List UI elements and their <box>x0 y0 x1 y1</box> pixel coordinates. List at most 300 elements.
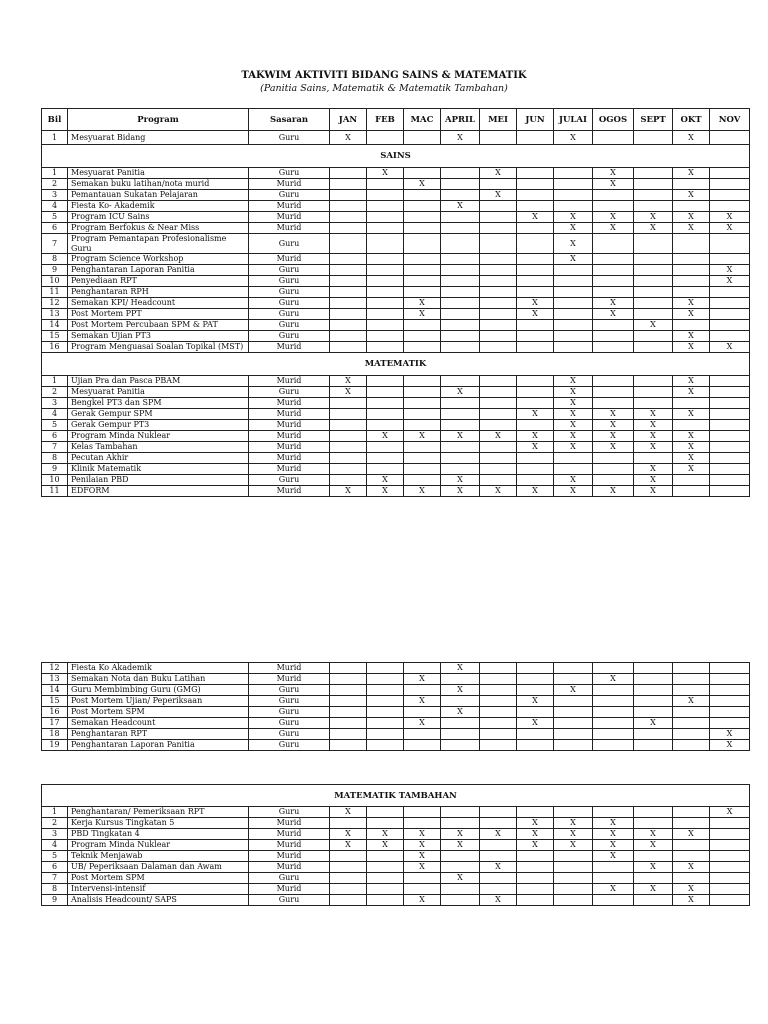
month-cell-julai: X <box>554 442 593 453</box>
month-cell-mei <box>480 376 517 387</box>
row-bil: 13 <box>42 309 68 320</box>
month-cell-jun <box>517 201 554 212</box>
month-cell-april <box>441 409 480 420</box>
section-title: MATEMATIK TAMBAHAN <box>42 785 750 807</box>
section-title: SAINS <box>42 145 750 168</box>
row-program: Penghantaran Laporan Panitia <box>68 740 249 751</box>
month-cell-julai <box>554 201 593 212</box>
month-cell-sept: X <box>634 862 673 873</box>
month-cell-ogos <box>593 331 634 342</box>
month-cell-jun <box>517 287 554 298</box>
month-cell-april <box>441 718 480 729</box>
month-cell-okt: X <box>673 223 710 234</box>
month-cell-nov <box>710 131 750 145</box>
table-row <box>42 409 750 420</box>
month-cell-feb <box>367 718 404 729</box>
row-sasaran: Murid <box>249 453 330 464</box>
month-cell-sept <box>634 807 673 818</box>
month-cell-mac <box>404 331 441 342</box>
row-bil: 5 <box>42 851 68 862</box>
table-row <box>42 431 750 442</box>
month-cell-mac: X <box>404 851 441 862</box>
month-cell-feb: X <box>367 168 404 179</box>
month-cell-sept: X <box>634 431 673 442</box>
month-cell-mei <box>480 729 517 740</box>
table-row <box>42 895 750 906</box>
row-sasaran: Murid <box>249 420 330 431</box>
row-bil: 15 <box>42 331 68 342</box>
row-program: Program Berfokus & Near Miss <box>68 223 249 234</box>
row-program: Gerak Gempur PT3 <box>68 420 249 431</box>
table-row <box>42 453 750 464</box>
month-cell-jun: X <box>517 212 554 223</box>
column-header-jan: JAN <box>330 109 367 131</box>
month-cell-jan <box>330 223 367 234</box>
month-cell-feb <box>367 851 404 862</box>
month-cell-okt <box>673 320 710 331</box>
row-sasaran: Murid <box>249 818 330 829</box>
month-cell-jun <box>517 873 554 884</box>
month-cell-feb: X <box>367 486 404 497</box>
month-cell-sept <box>634 131 673 145</box>
month-cell-jun <box>517 475 554 486</box>
month-cell-nov: X <box>710 342 750 353</box>
month-cell-jun <box>517 807 554 818</box>
month-cell-okt: X <box>673 431 710 442</box>
month-cell-julai: X <box>554 475 593 486</box>
row-bil: 9 <box>42 265 68 276</box>
month-cell-okt <box>673 234 710 254</box>
month-cell-julai <box>554 331 593 342</box>
month-cell-ogos <box>593 342 634 353</box>
month-cell-sept: X <box>634 420 673 431</box>
month-cell-feb <box>367 729 404 740</box>
month-cell-jun: X <box>517 486 554 497</box>
column-header-jun: JUN <box>517 109 554 131</box>
row-sasaran: Guru <box>249 168 330 179</box>
month-cell-julai: X <box>554 431 593 442</box>
row-program: Pecutan Akhir <box>68 453 249 464</box>
month-cell-april: X <box>441 387 480 398</box>
table-row <box>42 331 750 342</box>
row-bil: 11 <box>42 287 68 298</box>
month-cell-jun <box>517 464 554 475</box>
month-cell-nov <box>710 309 750 320</box>
month-cell-jan: X <box>330 387 367 398</box>
row-program: Post Mortem Ujian/ Peperiksaan <box>68 696 249 707</box>
month-cell-ogos <box>593 464 634 475</box>
month-cell-mei: X <box>480 829 517 840</box>
month-cell-julai: X <box>554 234 593 254</box>
month-cell-mac <box>404 265 441 276</box>
month-cell-april: X <box>441 131 480 145</box>
month-cell-sept <box>634 387 673 398</box>
month-cell-jun <box>517 685 554 696</box>
row-sasaran: Guru <box>249 895 330 906</box>
month-cell-ogos <box>593 895 634 906</box>
month-cell-jan <box>330 234 367 254</box>
row-program: UB/ Peperiksaan Dalaman dan Awam <box>68 862 249 873</box>
month-cell-okt <box>673 840 710 851</box>
month-cell-nov: X <box>710 265 750 276</box>
month-cell-jun <box>517 234 554 254</box>
row-bil: 7 <box>42 234 68 254</box>
month-cell-okt <box>673 740 710 751</box>
table-row <box>42 740 750 751</box>
month-cell-julai: X <box>554 685 593 696</box>
row-sasaran: Murid <box>249 376 330 387</box>
month-cell-april <box>441 851 480 862</box>
month-cell-ogos: X <box>593 829 634 840</box>
row-program: Program Science Workshop <box>68 254 249 265</box>
month-cell-ogos <box>593 707 634 718</box>
month-cell-jun: X <box>517 718 554 729</box>
month-cell-jan <box>330 696 367 707</box>
month-cell-jun <box>517 331 554 342</box>
month-cell-nov <box>710 851 750 862</box>
month-cell-sept <box>634 331 673 342</box>
month-cell-jan <box>330 895 367 906</box>
row-program: Kelas Tambahan <box>68 442 249 453</box>
row-bil: 6 <box>42 431 68 442</box>
month-cell-julai: X <box>554 387 593 398</box>
table-row <box>42 201 750 212</box>
month-cell-feb: X <box>367 475 404 486</box>
month-cell-nov <box>710 818 750 829</box>
month-cell-jan <box>330 201 367 212</box>
month-cell-sept <box>634 265 673 276</box>
row-sasaran: Murid <box>249 851 330 862</box>
month-cell-mac <box>404 276 441 287</box>
month-cell-okt: X <box>673 387 710 398</box>
table-row <box>42 873 750 884</box>
row-program: Teknik Menjawab <box>68 851 249 862</box>
month-cell-sept <box>634 729 673 740</box>
month-cell-mei <box>480 718 517 729</box>
table-row <box>42 223 750 234</box>
month-cell-april <box>441 807 480 818</box>
month-cell-jun <box>517 453 554 464</box>
month-cell-okt: X <box>673 376 710 387</box>
table-row <box>42 168 750 179</box>
month-cell-nov <box>710 453 750 464</box>
month-cell-jan <box>330 740 367 751</box>
month-cell-jun: X <box>517 696 554 707</box>
month-cell-julai <box>554 287 593 298</box>
row-bil: 6 <box>42 223 68 234</box>
month-cell-okt: X <box>673 298 710 309</box>
month-cell-feb <box>367 895 404 906</box>
row-bil: 9 <box>42 895 68 906</box>
table-row <box>42 298 750 309</box>
month-cell-mac <box>404 376 441 387</box>
month-cell-feb <box>367 342 404 353</box>
column-header-program: Program <box>68 109 249 131</box>
month-cell-mac <box>404 398 441 409</box>
row-program: Kerja Kursus Tingkatan 5 <box>68 818 249 829</box>
month-cell-okt: X <box>673 131 710 145</box>
month-cell-mei <box>480 287 517 298</box>
month-cell-ogos <box>593 807 634 818</box>
month-cell-ogos: X <box>593 840 634 851</box>
table-row <box>42 663 750 674</box>
table-row <box>42 486 750 497</box>
month-cell-julai <box>554 807 593 818</box>
month-cell-april <box>441 320 480 331</box>
month-cell-sept <box>634 179 673 190</box>
month-cell-julai: X <box>554 420 593 431</box>
month-cell-april <box>441 818 480 829</box>
month-cell-okt <box>673 851 710 862</box>
month-cell-sept <box>634 398 673 409</box>
month-cell-ogos: X <box>593 442 634 453</box>
row-program: Penghantaran RPT <box>68 729 249 740</box>
row-program: Semakan Nota dan Buku Latihan <box>68 674 249 685</box>
month-cell-ogos <box>593 453 634 464</box>
row-bil: 3 <box>42 829 68 840</box>
month-cell-julai <box>554 342 593 353</box>
month-cell-jun: X <box>517 431 554 442</box>
month-cell-julai <box>554 718 593 729</box>
table-row <box>42 685 750 696</box>
month-cell-sept <box>634 674 673 685</box>
row-sasaran: Guru <box>249 685 330 696</box>
month-cell-april: X <box>441 707 480 718</box>
month-cell-jun: X <box>517 818 554 829</box>
month-cell-ogos <box>593 740 634 751</box>
month-cell-jan: X <box>330 840 367 851</box>
month-cell-ogos <box>593 190 634 201</box>
row-sasaran: Murid <box>249 862 330 873</box>
month-cell-okt <box>673 663 710 674</box>
month-cell-julai <box>554 309 593 320</box>
row-program: Klinik Matematik <box>68 464 249 475</box>
month-cell-sept: X <box>634 409 673 420</box>
month-cell-april <box>441 862 480 873</box>
month-cell-april <box>441 420 480 431</box>
month-cell-jun <box>517 376 554 387</box>
row-sasaran: Murid <box>249 674 330 685</box>
month-cell-okt: X <box>673 342 710 353</box>
month-cell-julai <box>554 851 593 862</box>
row-sasaran: Guru <box>249 740 330 751</box>
table-row <box>42 420 750 431</box>
month-cell-okt <box>673 807 710 818</box>
month-cell-nov <box>710 331 750 342</box>
month-cell-nov <box>710 486 750 497</box>
month-cell-ogos <box>593 234 634 254</box>
table-row <box>42 674 750 685</box>
month-cell-jan <box>330 453 367 464</box>
month-cell-nov <box>710 201 750 212</box>
row-bil: 12 <box>42 298 68 309</box>
month-cell-sept <box>634 818 673 829</box>
month-cell-okt <box>673 685 710 696</box>
month-cell-april <box>441 453 480 464</box>
month-cell-ogos <box>593 663 634 674</box>
month-cell-okt <box>673 287 710 298</box>
table-row <box>42 320 750 331</box>
month-cell-jan <box>330 331 367 342</box>
month-cell-feb <box>367 309 404 320</box>
row-program: Fiesta Ko- Akademik <box>68 201 249 212</box>
month-cell-nov: X <box>710 740 750 751</box>
row-program: Bengkel PT3 dan SPM <box>68 398 249 409</box>
month-cell-ogos: X <box>593 818 634 829</box>
month-cell-april: X <box>441 486 480 497</box>
row-sasaran: Murid <box>249 223 330 234</box>
month-cell-nov <box>710 168 750 179</box>
month-cell-feb <box>367 287 404 298</box>
column-header-julai: JULAI <box>554 109 593 131</box>
month-cell-mei <box>480 398 517 409</box>
month-cell-mac <box>404 234 441 254</box>
month-cell-jan <box>330 320 367 331</box>
month-cell-jan <box>330 707 367 718</box>
month-cell-nov <box>710 685 750 696</box>
month-cell-feb <box>367 464 404 475</box>
month-cell-ogos: X <box>593 212 634 223</box>
month-cell-sept: X <box>634 718 673 729</box>
month-cell-mei <box>480 265 517 276</box>
month-cell-sept <box>634 685 673 696</box>
month-cell-mei: X <box>480 168 517 179</box>
month-cell-sept <box>634 707 673 718</box>
month-cell-jan <box>330 342 367 353</box>
schedule-table-matematik-continued <box>41 662 750 751</box>
month-cell-ogos: X <box>593 298 634 309</box>
month-cell-nov: X <box>710 807 750 818</box>
month-cell-julai <box>554 740 593 751</box>
month-cell-okt: X <box>673 168 710 179</box>
month-cell-jan <box>330 818 367 829</box>
month-cell-feb <box>367 298 404 309</box>
month-cell-sept <box>634 740 673 751</box>
row-program: Guru Membimbing Guru (GMG) <box>68 685 249 696</box>
month-cell-april <box>441 179 480 190</box>
month-cell-mei <box>480 663 517 674</box>
row-sasaran: Guru <box>249 320 330 331</box>
row-bil: 1 <box>42 807 68 818</box>
month-cell-sept <box>634 190 673 201</box>
month-cell-okt <box>673 179 710 190</box>
month-cell-mei <box>480 320 517 331</box>
month-cell-nov <box>710 287 750 298</box>
month-cell-ogos: X <box>593 851 634 862</box>
month-cell-nov: X <box>710 276 750 287</box>
row-bil: 2 <box>42 818 68 829</box>
month-cell-nov <box>710 674 750 685</box>
month-cell-jan <box>330 862 367 873</box>
row-sasaran: Guru <box>249 265 330 276</box>
row-bil: 10 <box>42 276 68 287</box>
month-cell-jun: X <box>517 309 554 320</box>
month-cell-jan <box>330 464 367 475</box>
column-header-feb: FEB <box>367 109 404 131</box>
table-row <box>42 707 750 718</box>
row-sasaran: Murid <box>249 884 330 895</box>
month-cell-mac <box>404 409 441 420</box>
row-sasaran: Guru <box>249 696 330 707</box>
month-cell-nov <box>710 409 750 420</box>
month-cell-jan <box>330 884 367 895</box>
table-row <box>42 475 750 486</box>
month-cell-mei <box>480 131 517 145</box>
month-cell-okt <box>673 420 710 431</box>
month-cell-mac <box>404 818 441 829</box>
month-cell-feb <box>367 807 404 818</box>
schedule-table-matematik-tambahan <box>41 784 750 906</box>
month-cell-nov <box>710 442 750 453</box>
month-cell-feb <box>367 376 404 387</box>
month-cell-april: X <box>441 201 480 212</box>
month-cell-mac <box>404 729 441 740</box>
month-cell-sept <box>634 696 673 707</box>
month-cell-mei <box>480 342 517 353</box>
month-cell-julai: X <box>554 840 593 851</box>
month-cell-jan <box>330 398 367 409</box>
column-header-ogos: OGOS <box>593 109 634 131</box>
month-cell-julai <box>554 179 593 190</box>
month-cell-sept: X <box>634 212 673 223</box>
month-cell-mac <box>404 475 441 486</box>
month-cell-julai: X <box>554 131 593 145</box>
month-cell-okt: X <box>673 442 710 453</box>
month-cell-sept <box>634 663 673 674</box>
month-cell-nov <box>710 718 750 729</box>
month-cell-feb <box>367 254 404 265</box>
month-cell-april <box>441 884 480 895</box>
month-cell-jan <box>330 298 367 309</box>
month-cell-feb <box>367 442 404 453</box>
month-cell-mac <box>404 663 441 674</box>
month-cell-jun <box>517 179 554 190</box>
month-cell-feb <box>367 201 404 212</box>
row-bil: 15 <box>42 696 68 707</box>
month-cell-jun <box>517 265 554 276</box>
month-cell-sept <box>634 234 673 254</box>
month-cell-jun <box>517 398 554 409</box>
month-cell-mei: X <box>480 431 517 442</box>
row-sasaran: Murid <box>249 431 330 442</box>
month-cell-april: X <box>441 829 480 840</box>
month-cell-jan: X <box>330 807 367 818</box>
month-cell-mac <box>404 168 441 179</box>
row-program: Program Pemantapan Profesionalisme Guru <box>68 234 249 254</box>
column-header-bil: Bil <box>42 109 68 131</box>
month-cell-mei <box>480 884 517 895</box>
month-cell-mei <box>480 409 517 420</box>
month-cell-mac: X <box>404 179 441 190</box>
row-bil: 4 <box>42 201 68 212</box>
month-cell-nov <box>710 420 750 431</box>
month-cell-mac: X <box>404 718 441 729</box>
row-bil: 5 <box>42 420 68 431</box>
table-row <box>42 807 750 818</box>
month-cell-jun <box>517 168 554 179</box>
month-cell-nov <box>710 895 750 906</box>
month-cell-mac <box>404 442 441 453</box>
month-cell-feb <box>367 387 404 398</box>
month-cell-okt <box>673 718 710 729</box>
month-cell-mei <box>480 442 517 453</box>
column-header-okt: OKT <box>673 109 710 131</box>
month-cell-mac <box>404 807 441 818</box>
month-cell-jun <box>517 320 554 331</box>
month-cell-okt <box>673 201 710 212</box>
row-bil: 17 <box>42 718 68 729</box>
month-cell-feb <box>367 862 404 873</box>
